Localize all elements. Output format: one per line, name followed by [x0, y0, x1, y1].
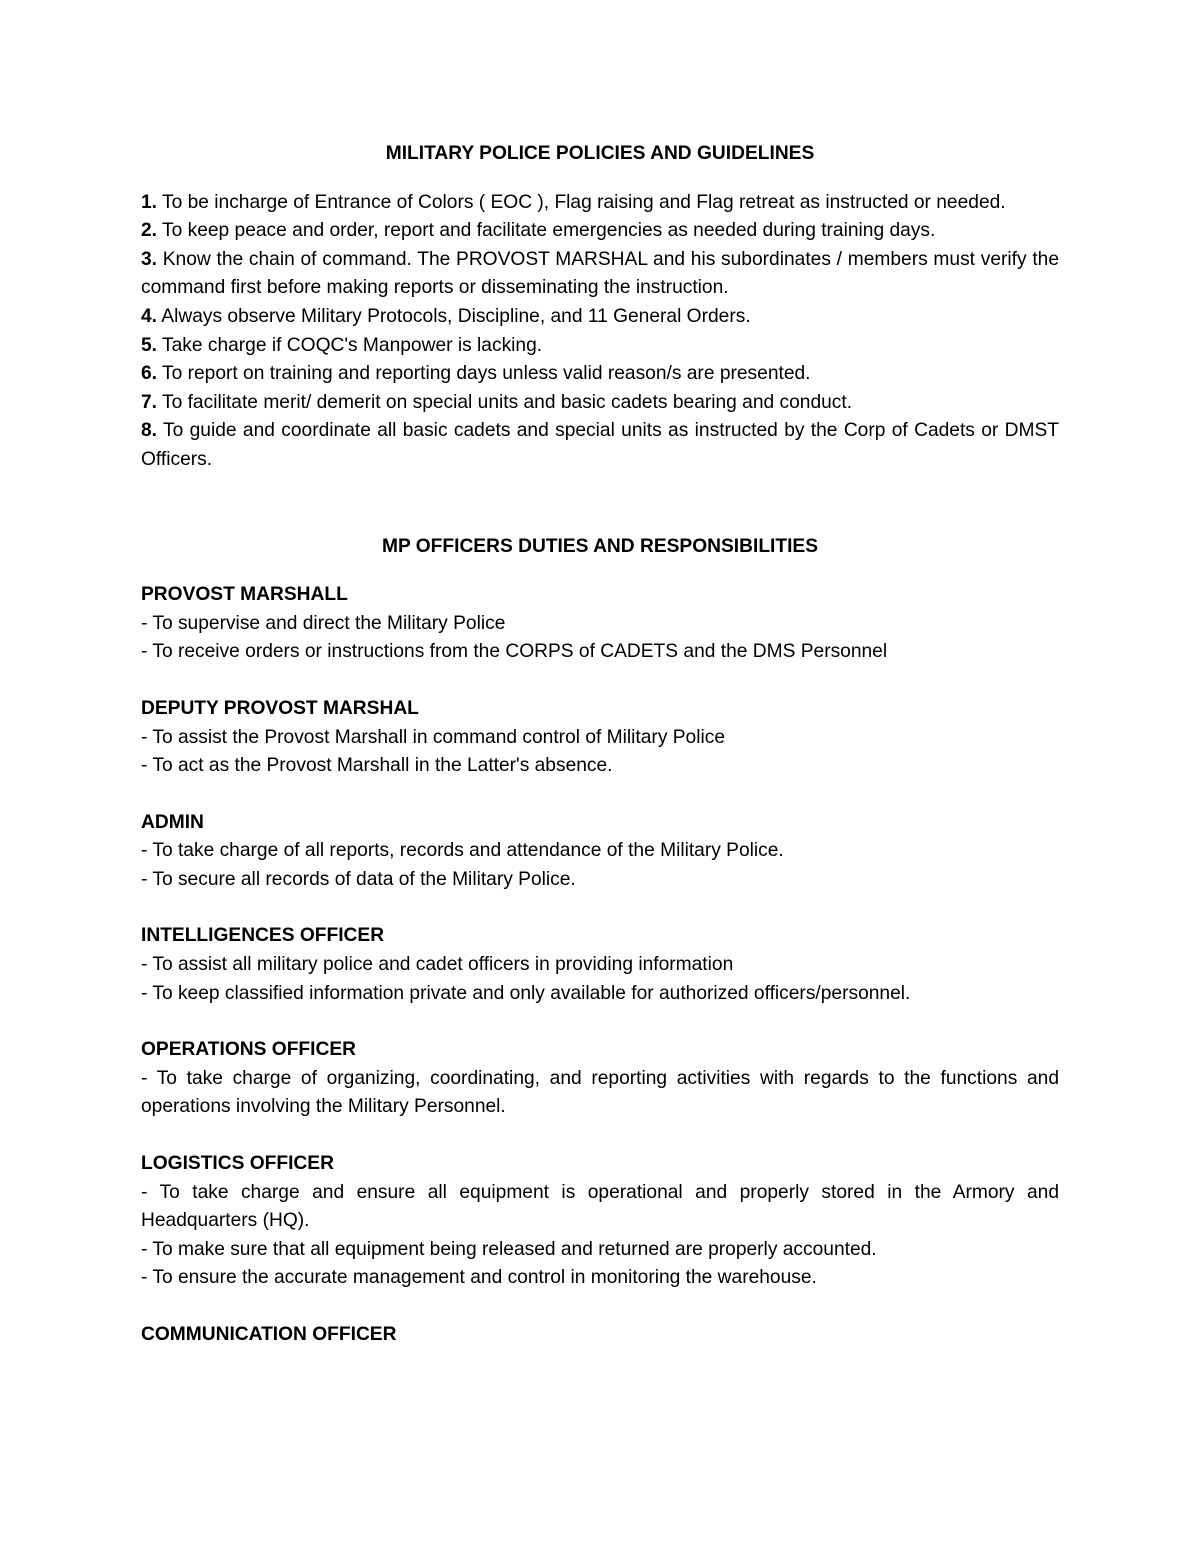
policy-item	[141, 389, 1059, 418]
policy-item	[141, 360, 1059, 389]
policy-text: To facilitate merit/ demerit on special units and basic cadets bearing and conduct.	[157, 391, 853, 413]
document-page	[141, 140, 1059, 1350]
policy-number: 2.	[141, 220, 158, 242]
policy-number: 6.	[141, 363, 158, 385]
policy-item	[141, 417, 1059, 474]
role-provost-marshall	[141, 581, 1059, 667]
duty-line: - To supervise and direct the Military Police	[141, 612, 506, 634]
duty-line: - To assist the Provost Marshall in command control of Military Police	[141, 726, 726, 748]
duty-line: - To keep classified information private and only available for authorized officers/personnel.	[141, 982, 911, 1004]
role-title: PROVOST MARSHALL	[141, 584, 348, 606]
policy-item	[141, 246, 1059, 303]
duty-line: - To act as the Provost Marshall in the Latter's absence.	[141, 755, 613, 777]
duty-line: - To take charge of organizing, coordinating, and reporting activities with regards to the functions and operations involving the Military Personnel.	[141, 1067, 1059, 1118]
policy-item	[141, 217, 1059, 246]
policy-item	[141, 303, 1059, 332]
policy-number: 3.	[141, 248, 158, 270]
role-intelligences-officer	[141, 922, 1059, 1008]
role-admin	[141, 809, 1059, 895]
role-operations-officer	[141, 1036, 1059, 1122]
policy-item	[141, 332, 1059, 361]
role-title: ADMIN	[141, 811, 204, 833]
policy-number: 8.	[141, 420, 158, 442]
role-title: DEPUTY PROVOST MARSHAL	[141, 697, 419, 719]
policy-number: 7.	[141, 391, 158, 413]
duty-line: - To assist all military police and cadet officers in providing information	[141, 954, 734, 976]
duty-line: - To take charge of all reports, records and attendance of the Military Police.	[141, 840, 784, 862]
duty-line: - To make sure that all equipment being released and returned are properly accounted.	[141, 1238, 877, 1260]
policy-text: Take charge if COQC's Manpower is lacking.	[157, 334, 543, 356]
duty-line: - To ensure the accurate management and control in monitoring the warehouse.	[141, 1267, 817, 1289]
duty-line: - To secure all records of data of the Military Police.	[141, 868, 576, 890]
duty-line: - To take charge and ensure all equipment is operational and properly stored in the Armory and Headquarters (HQ).	[141, 1181, 1059, 1232]
policy-number: 1.	[141, 191, 158, 213]
role-logistics-officer	[141, 1150, 1059, 1293]
policies-title: MILITARY POLICE POLICIES AND GUIDELINES	[385, 143, 815, 164]
policy-text: Always observe Military Protocols, Discipline, and 11 General Orders.	[157, 305, 751, 327]
duty-line: - To receive orders or instructions from the CORPS of CADETS and the DMS Personnel	[141, 641, 888, 663]
role-deputy-provost-marshal	[141, 695, 1059, 781]
role-title: LOGISTICS OFFICER	[141, 1153, 334, 1175]
duties-title: MP OFFICERS DUTIES AND RESPONSIBILITIES	[381, 535, 819, 557]
policy-number: 5.	[141, 334, 158, 356]
role-title: COMMUNICATION OFFICER	[141, 1324, 397, 1345]
policy-text: To be incharge of Entrance of Colors ( EOC ), Flag raising and Flag retreat as instructed or needed.	[157, 191, 1006, 213]
role-title: INTELLIGENCES OFFICER	[141, 925, 385, 947]
policy-text: To keep peace and order, report and facilitate emergencies as needed during training days.	[157, 220, 936, 242]
policy-text: To report on training and reporting days unless valid reason/s are presented.	[157, 363, 811, 385]
policy-text: Know the chain of command. The PROVOST MARSHAL and his subordinates / members must verify the command first before making reports or disseminating the instruction.	[141, 248, 1059, 299]
policy-text: To guide and coordinate all basic cadets and special units as instructed by the Corp of Cadets or DMST Officers.	[141, 420, 1059, 470]
policy-number: 4.	[141, 305, 158, 327]
policies-list	[141, 189, 1059, 475]
policy-item	[141, 189, 1059, 218]
role-title: OPERATIONS OFFICER	[141, 1039, 356, 1061]
role-communication-officer	[141, 1321, 1059, 1350]
